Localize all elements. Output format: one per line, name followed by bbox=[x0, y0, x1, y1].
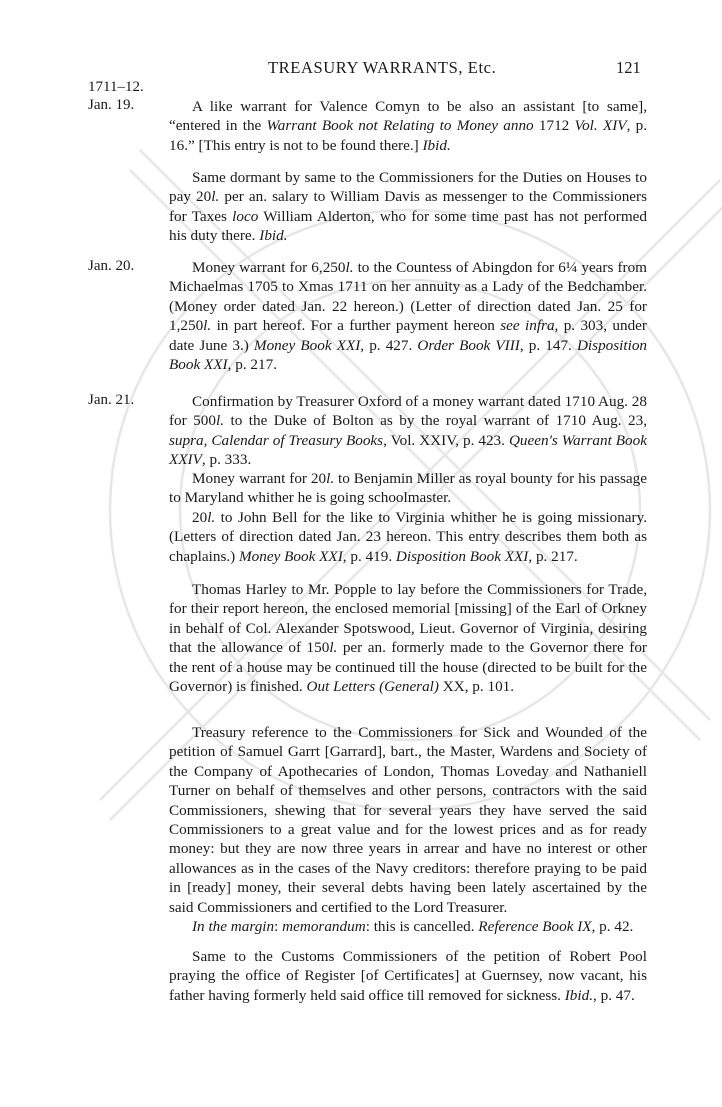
entry-paragraph: Confirmation by Treasurer Oxford of a money warrant dated 1710 Aug. 28 for 500l. to the Duke of Bolton as by the royal warrant of 1710 Aug. 23, supra, Calendar of Treasury Books, Vol. XXIV, p. 423. Queen's Warrant Book XXIV, p. 333. bbox=[169, 393, 647, 469]
entry-text bbox=[169, 258, 647, 374]
entry-text bbox=[169, 469, 647, 566]
entry-paragraph: Treasury reference to the Commissioners for Sick and Wounded of the petition of Samuel Garrt [Garrard], bart., the Master, Wardens and Society of the Company of Apothecaries of London, Thomas Loveday and Nathaniell Turner on behalf of themselves and other persons, contractors with the said Commissioners, shewing that for several years they have served the said Commissioners to a great value and for the lowest prices and as for ready money: but they are now three years in arrear and have no interest or other allowances as in the cases of the Navy creditors: therefore praying to be paid in [ready] money, their several debts having been lately ascertained by the said Commissioners and certified to the Lord Treasurer. bbox=[169, 724, 647, 916]
entry-text bbox=[169, 723, 647, 936]
entry-paragraph: Money warrant for 20l. to Benjamin Miller as royal bounty for his passage to Maryland whither he is going schoolmaster. bbox=[169, 470, 647, 507]
running-year: 1711–12. bbox=[88, 79, 144, 95]
entry-paragraph: In the margin: memorandum: this is cancelled. Reference Book IX, p. 42. bbox=[192, 918, 634, 936]
page-number: 121 bbox=[616, 58, 641, 77]
entry-text bbox=[169, 580, 647, 696]
entry-date: Jan. 19. bbox=[88, 97, 135, 113]
entry-date: Jan. 21. bbox=[88, 392, 135, 408]
entry-text bbox=[169, 168, 647, 246]
entry-paragraph: A like warrant for Valence Comyn to be also an assistant [to same], “entered in the Warrant Book not Relating to Money anno 1712 Vol. XIV, p. 16.” [This entry is not to be found there.] Ibid. bbox=[169, 98, 647, 154]
entry-date: Jan. 20. bbox=[88, 258, 135, 274]
entry-paragraph: 20l. to John Bell for the like to Virginia whither he is going missionary. (Letters of direction dated Jan. 23 hereon. This entry describes them both as chaplains.) Money Book XXI, p. 419. Disposition Book XXI, p. 217. bbox=[169, 508, 647, 565]
entry-paragraph: Same to the Customs Commissioners of the petition of Robert Pool praying the office of Register [of Certificates] at Guernsey, now vacant, his father having formerly held said office till removed for sickness. Ibid., p. 47. bbox=[169, 948, 647, 1004]
entry-text bbox=[169, 947, 647, 1005]
entry-paragraph: Same dormant by same to the Commissioners for the Duties on Houses to pay 20l. per an. salary to William Davis as messenger to the Commissioners for Taxes loco William Alderton, who for some time past has not performed his duty there. Ibid. bbox=[169, 169, 647, 245]
entry-text bbox=[169, 97, 647, 155]
entry-paragraph: Thomas Harley to Mr. Popple to lay before the Commissioners for Trade, for their report hereon, the enclosed memorial [missing] of the Earl of Orkney in behalf of Col. Alexander Spotswood, Lieut. Governor of Virginia, desiring that the allowance of 150l. per an. formerly made to the Governor there for the rent of a house may be continued till the house (directed to be built for the Governor) is finished. Out Letters (General) XX, p. 101. bbox=[169, 581, 647, 696]
entry-text bbox=[169, 392, 647, 470]
running-title: TREASURY WARRANTS, Etc. bbox=[268, 58, 497, 77]
entry-paragraph: Money warrant for 6,250l. to the Countess of Abingdon for 6¼ years from Michaelmas 1705 to Xmas 1711 on her annuity as a Lady of the Bedchamber. (Money order dated Jan. 22 hereon.) (Letter of direction dated Jan. 25 for 1,250l. in part hereof. For a further payment hereon see infra, p. 303, under date June 3.) Money Book XXI, p. 427. Order Book VIII, p. 147. Disposition Book XXI, p. 217. bbox=[169, 259, 648, 374]
